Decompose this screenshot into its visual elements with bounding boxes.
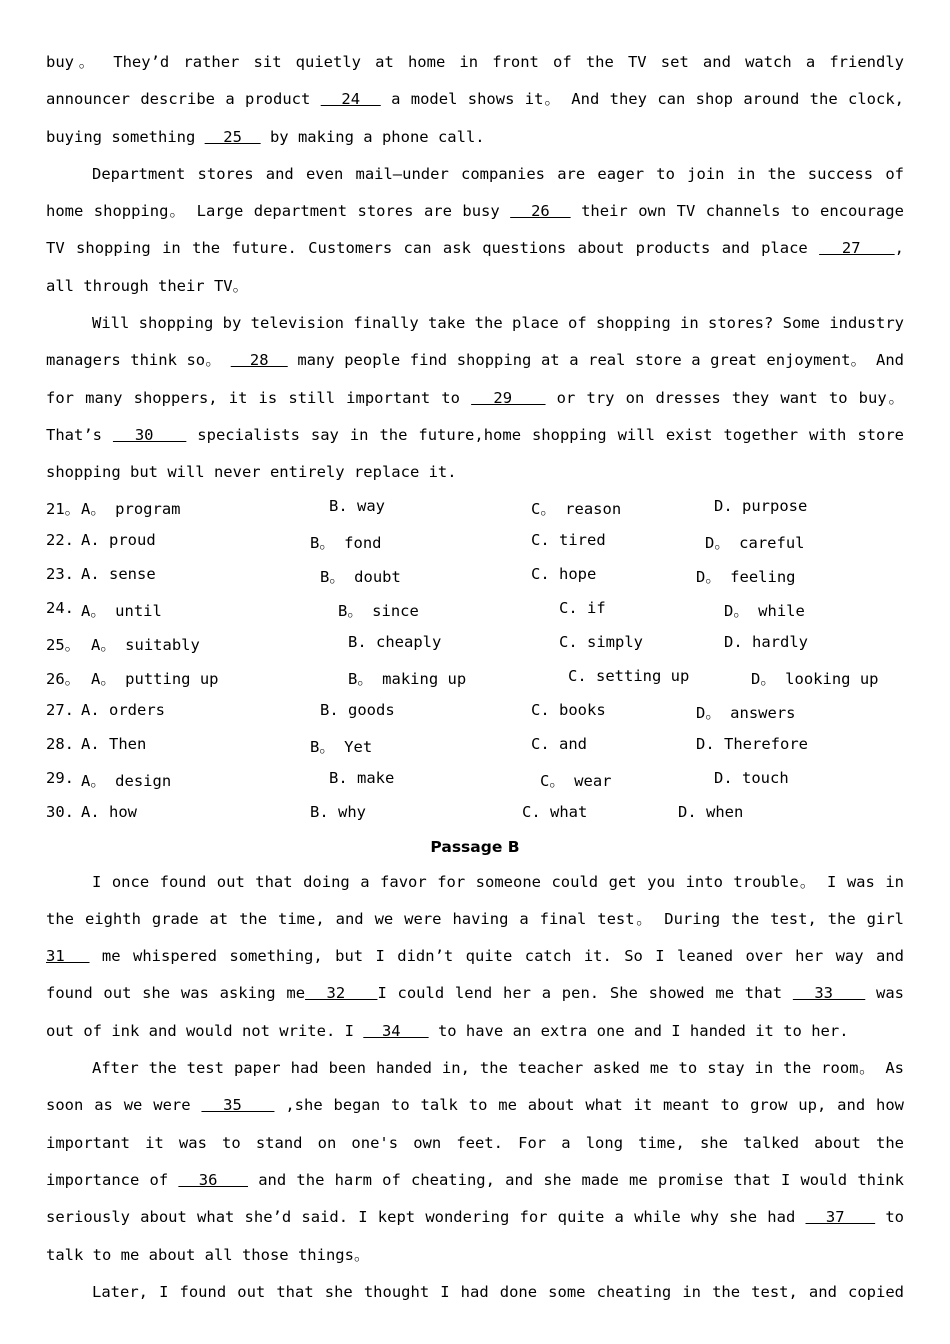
- paragraph-pa3: [46, 305, 904, 491]
- answer-option[interactable]: B。 since: [338, 601, 419, 620]
- answer-option[interactable]: B。 Yet: [310, 737, 373, 756]
- text-run: I could lend her a pen. She showed me that: [377, 984, 793, 1003]
- text-run: ,she began to talk to me about what it meant to grow up, and how important it was to stand on one's own feet. For a long time, she talked about the importance of: [46, 1096, 905, 1189]
- answer-option[interactable]: A。 until: [81, 601, 162, 620]
- blank-37: 37: [805, 1208, 876, 1227]
- answer-option[interactable]: B. goods: [320, 700, 395, 719]
- text-run: I once found out that doing a favor for someone could get you into trouble。 I was in the eighth grade at the time, and we were having a final test。 During the test, the girl: [46, 872, 904, 928]
- text-run: Department stores and even mail—under companies are eager to join in the success of home shopping。 Large department stores are busy: [46, 164, 904, 221]
- blank-24: 24: [320, 90, 381, 109]
- answer-option[interactable]: C. simply: [559, 632, 643, 651]
- text-run: Will shopping by television finally take the place of shopping in stores? Some industry managers think so。: [46, 314, 904, 370]
- answer-option[interactable]: C. tired: [531, 530, 606, 549]
- text-run: to talk to me about all those things。: [46, 1208, 904, 1264]
- text-run: and the harm of cheating, and she made me promise that I would think seriously about what she’d said. I kept wondering for quite a while why she had: [46, 1170, 904, 1227]
- text-run: to have an extra one and I handed it to her.: [428, 1021, 849, 1040]
- question-row: [46, 762, 904, 796]
- answer-option[interactable]: B。 making up: [348, 669, 467, 688]
- answer-option[interactable]: D。 feeling: [696, 567, 796, 586]
- answer-option[interactable]: A. Then: [81, 734, 147, 753]
- blank-33: 33: [792, 984, 866, 1003]
- text-run: many people find shopping at a real store a great enjoyment。 And for many shoppers, it is still important to: [46, 351, 904, 407]
- text-run: their own TV channels to encourage TV shopping in the future. Customers can ask questions about products and place: [46, 202, 904, 258]
- answer-option[interactable]: D。 while: [724, 601, 805, 620]
- question-row: [46, 626, 904, 660]
- answer-option[interactable]: B. cheaply: [348, 632, 442, 651]
- blank-32: 32: [305, 984, 378, 1003]
- blank-36: 36: [178, 1170, 249, 1189]
- text-run: me whispered something, but I didn’t quite catch it. So I leaned over her way and found out she was asking me: [46, 947, 904, 1003]
- text-run: After the test paper had been handed in, the teacher asked me to stay in the room。 As soon as we were: [46, 1059, 904, 1115]
- question-number: 21。: [46, 499, 81, 518]
- answer-option[interactable]: A. proud: [81, 530, 156, 549]
- question-number: 26。: [46, 669, 81, 688]
- answer-option[interactable]: D. purpose: [714, 496, 808, 515]
- question-number: 25。: [46, 635, 81, 654]
- paragraph-pa2: [46, 156, 904, 305]
- answer-option[interactable]: C. books: [531, 700, 606, 719]
- answer-option[interactable]: B。 doubt: [320, 567, 401, 586]
- answer-options-list: [46, 490, 904, 830]
- question-row: [46, 592, 904, 626]
- answer-option[interactable]: D。 careful: [705, 533, 805, 552]
- question-number: 22.: [46, 530, 74, 549]
- text-run: a model shows it。 And they can shop around the clock, buying something: [46, 90, 904, 146]
- passage-b-body: [46, 864, 904, 1312]
- question-number: 23.: [46, 564, 74, 583]
- answer-option[interactable]: D. hardly: [724, 632, 808, 651]
- answer-option[interactable]: A. sense: [81, 564, 156, 583]
- question-row: [46, 728, 904, 762]
- question-row: [46, 558, 904, 592]
- blank-25: 25: [204, 127, 261, 146]
- question-row: [46, 694, 904, 728]
- paragraph-pa1: [46, 44, 904, 156]
- answer-option[interactable]: C. what: [522, 802, 588, 821]
- answer-option[interactable]: C. hope: [531, 564, 597, 583]
- answer-option[interactable]: D. when: [678, 802, 744, 821]
- text-run: by making a phone call.: [260, 127, 485, 146]
- question-number: 24.: [46, 598, 74, 617]
- answer-option[interactable]: D。 answers: [696, 703, 796, 722]
- blank-35: 35: [201, 1096, 275, 1115]
- paragraph-pb3: [46, 1274, 904, 1311]
- answer-option[interactable]: B。 fond: [310, 533, 382, 552]
- blank-34: 34: [363, 1021, 429, 1040]
- answer-option[interactable]: B. way: [329, 496, 385, 515]
- blank-27: 27: [819, 239, 895, 258]
- blank-30: 30: [112, 425, 187, 444]
- text-run: Later, I found out that she thought I had done some cheating in the test, and copied: [92, 1282, 904, 1301]
- question-row: [46, 490, 904, 524]
- question-number: 29.: [46, 768, 74, 787]
- paragraph-pb2: [46, 1050, 904, 1274]
- answer-option[interactable]: D。 looking up: [751, 669, 879, 688]
- question-number: 30.: [46, 802, 74, 821]
- answer-option[interactable]: C. and: [531, 734, 587, 753]
- text-run: or try on dresses they want to buy。 That’s: [46, 388, 904, 444]
- answer-option[interactable]: A。 putting up: [91, 669, 219, 688]
- text-run: specialists say in the future,home shopping will exist together with store shopping but will never entirely replace it.: [46, 425, 904, 482]
- question-number: 28.: [46, 734, 74, 753]
- answer-option[interactable]: C. if: [559, 598, 606, 617]
- blank-28: 28: [230, 351, 288, 370]
- passage-a-continuation: [46, 44, 904, 492]
- answer-option[interactable]: D. touch: [714, 768, 789, 787]
- text-run: , all through their TV。: [46, 239, 904, 295]
- blank-26: 26: [510, 202, 571, 221]
- text-run: was out of ink and would not write. I: [46, 984, 905, 1040]
- answer-option[interactable]: B. why: [310, 802, 366, 821]
- question-number: 27.: [46, 700, 74, 719]
- blank-31: 31: [46, 947, 90, 966]
- answer-option[interactable]: C。 wear: [540, 771, 612, 790]
- question-row: [46, 524, 904, 558]
- text-run: buy。 They’d rather sit quietly at home in front of the TV set and watch a friendly announcer describe a product: [46, 53, 904, 109]
- question-row: [46, 660, 904, 694]
- answer-option[interactable]: A。 program: [81, 499, 181, 518]
- question-row: [46, 796, 904, 830]
- answer-option[interactable]: B. make: [329, 768, 395, 787]
- answer-option[interactable]: A。 design: [81, 771, 172, 790]
- blank-29: 29: [471, 388, 546, 407]
- answer-option[interactable]: A. orders: [81, 700, 165, 719]
- answer-option[interactable]: A。 suitably: [91, 635, 200, 654]
- answer-option[interactable]: C。 reason: [531, 499, 622, 518]
- answer-option[interactable]: D. Therefore: [696, 734, 808, 753]
- document-page: [46, 44, 904, 1311]
- paragraph-pb1: [46, 864, 904, 1050]
- passage-b-title: Passage B: [430, 837, 520, 856]
- answer-option[interactable]: A. how: [81, 802, 137, 821]
- answer-option[interactable]: C. setting up: [568, 666, 690, 685]
